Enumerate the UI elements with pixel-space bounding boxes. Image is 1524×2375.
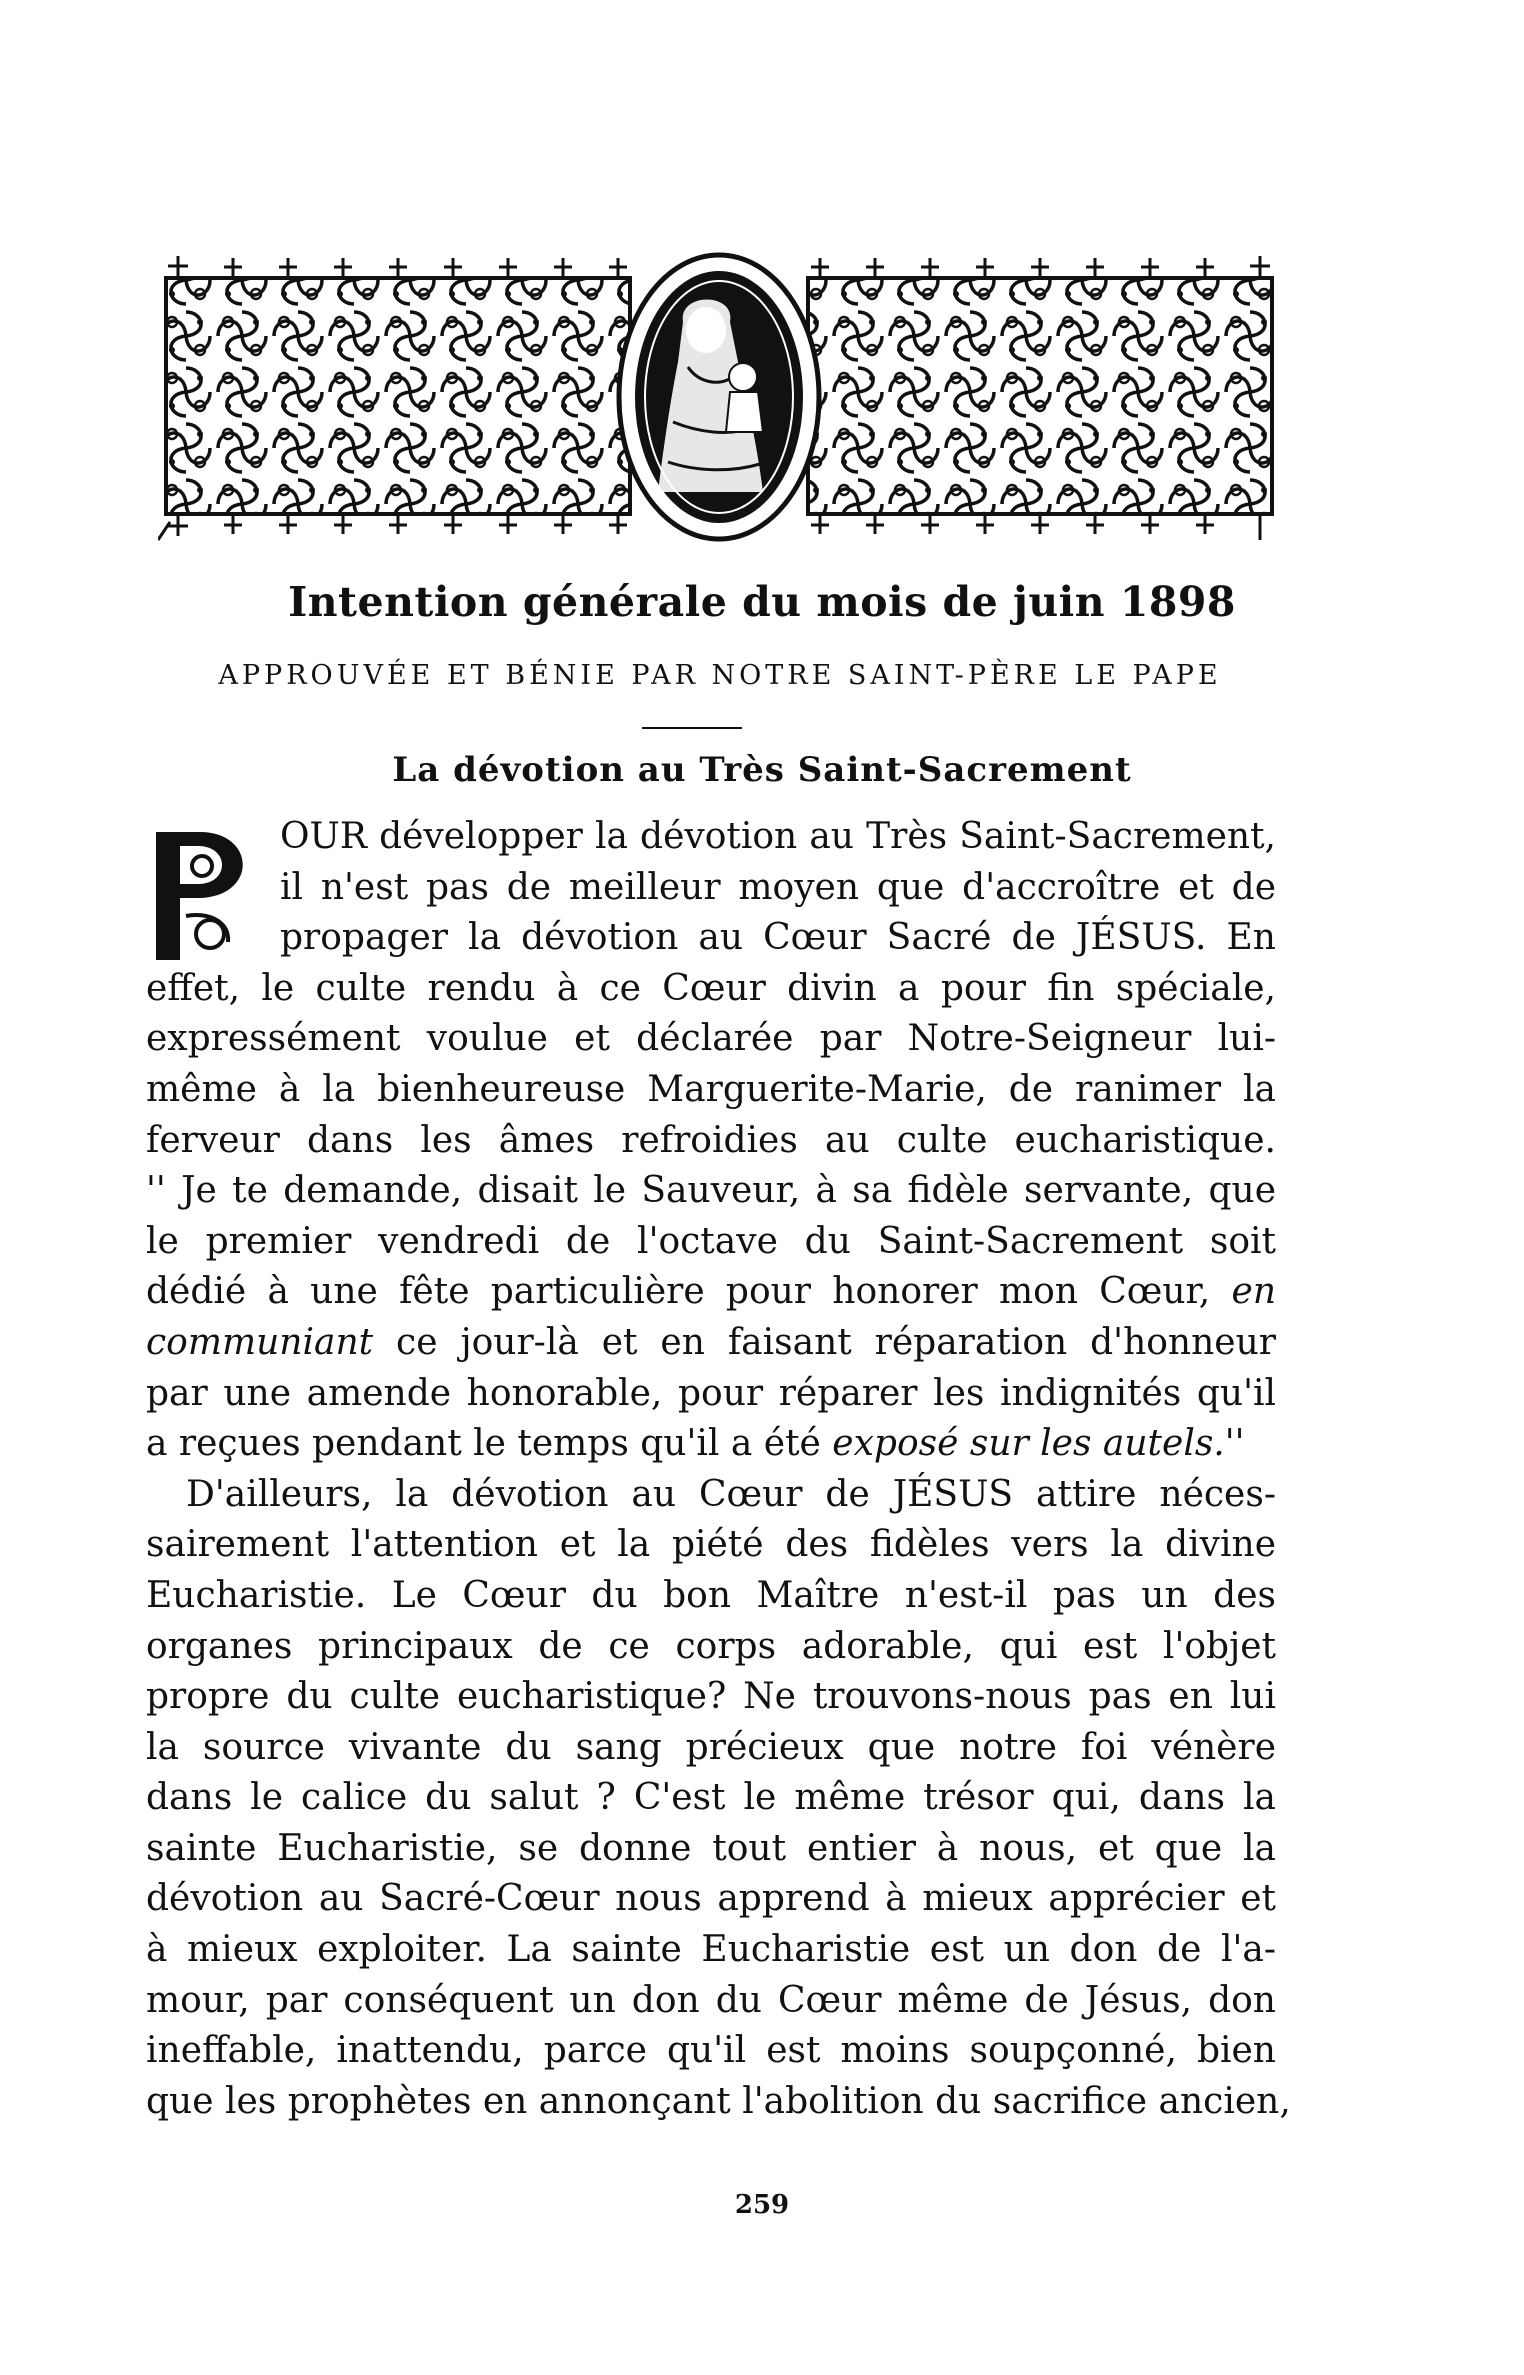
body-line: à mieux exploiter. La sainte Eucharistie est un don de l'a- <box>146 1929 1276 1971</box>
page-number: 259 <box>734 2190 790 2220</box>
body-line: D'ailleurs, la dévotion au Cœur de JÉSUS attire néces- <box>186 1473 1276 1515</box>
body-line: par une amende honorable, pour réparer les indignités qu'il <box>146 1372 1276 1414</box>
italic-phrase: exposé sur les autels.'' <box>832 1423 1245 1465</box>
body-line: OUR développer la dévotion au Très Saint-Sacrement, <box>280 816 1276 857</box>
italic-word: en <box>1231 1271 1277 1313</box>
body-line: ferveur dans les âmes refroidies au culte eucharistique. <box>146 1119 1276 1161</box>
body-line: sairement l'attention et la piété des fidèles vers la divine <box>146 1524 1276 1566</box>
body-line: sainte Eucharistie, se donne tout entier à nous, et que la <box>146 1827 1276 1869</box>
body-line: propre du culte eucharistique? Ne trouvons-nous pas en lui <box>146 1676 1276 1718</box>
body-line: '' Je te demande, disait le Sauveur, à sa fidèle servante, que <box>146 1170 1276 1212</box>
body-line-with-italic <box>146 1318 1276 1369</box>
body-line: mour, par conséquent un don du Cœur même de Jésus, don <box>146 1979 1276 2021</box>
body-line: propager la dévotion au Cœur Sacré de JÉSUS. En <box>280 917 1276 959</box>
body-line: Eucharistie. Le Cœur du bon Maître n'est-il pas un des <box>146 1574 1276 1616</box>
body-line: effet, le culte rendu à ce Cœur divin a pour fin spéciale, <box>146 967 1276 1009</box>
body-text <box>146 812 1291 2127</box>
body-line: organes principaux de ce corps adorable, qui est l'objet <box>146 1625 1276 1667</box>
body-line-text: a reçues pendant le temps qu'il a été <box>146 1423 821 1465</box>
approval-subtitle: APPROUVÉE ET BÉNIE PAR NOTRE SAINT-PÈRE LE PAPE <box>218 660 1222 691</box>
body-line: expressément voulue et déclarée par Notre-Seigneur lui- <box>146 1018 1276 1060</box>
section-heading: La dévotion au Très Saint-Sacrement <box>392 750 1132 790</box>
body-line: la source vivante du sang précieux que notre foi vénère <box>146 1726 1276 1768</box>
body-line-text: dédié à une fête particulière pour honorer mon Cœur, <box>146 1271 1211 1313</box>
body-line: que les prophètes en annonçant l'abolition du sacrifice ancien, <box>146 2080 1291 2122</box>
body-line: le premier vendredi de l'octave du Saint-Sacrement soit <box>146 1220 1276 1262</box>
body-line-text: ce jour-là et en faisant réparation d'honneur <box>396 1321 1276 1363</box>
title-divider <box>642 727 742 729</box>
body-line: ineffable, inattendu, parce qu'il est moins soupçonné, bien <box>146 2030 1276 2072</box>
italic-word: communiant <box>146 1321 374 1363</box>
ornamental-banner <box>158 252 1280 542</box>
body-line-with-italic <box>146 1267 1276 1318</box>
body-line: il n'est pas de meilleur moyen que d'accroître et de <box>280 866 1276 908</box>
body-line: dans le calice du salut ? C'est le même trésor qui, dans la <box>146 1777 1276 1819</box>
body-line: même à la bienheureuse Marguerite-Marie, de ranimer la <box>146 1068 1276 1110</box>
svg-text:P: P <box>146 822 147 823</box>
body-line: dévotion au Sacré-Cœur nous apprend à mieux apprécier et <box>146 1878 1276 1920</box>
article-title: Intention générale du mois de juin 1898 <box>288 578 1236 626</box>
body-line-with-italic <box>146 1419 1276 1470</box>
